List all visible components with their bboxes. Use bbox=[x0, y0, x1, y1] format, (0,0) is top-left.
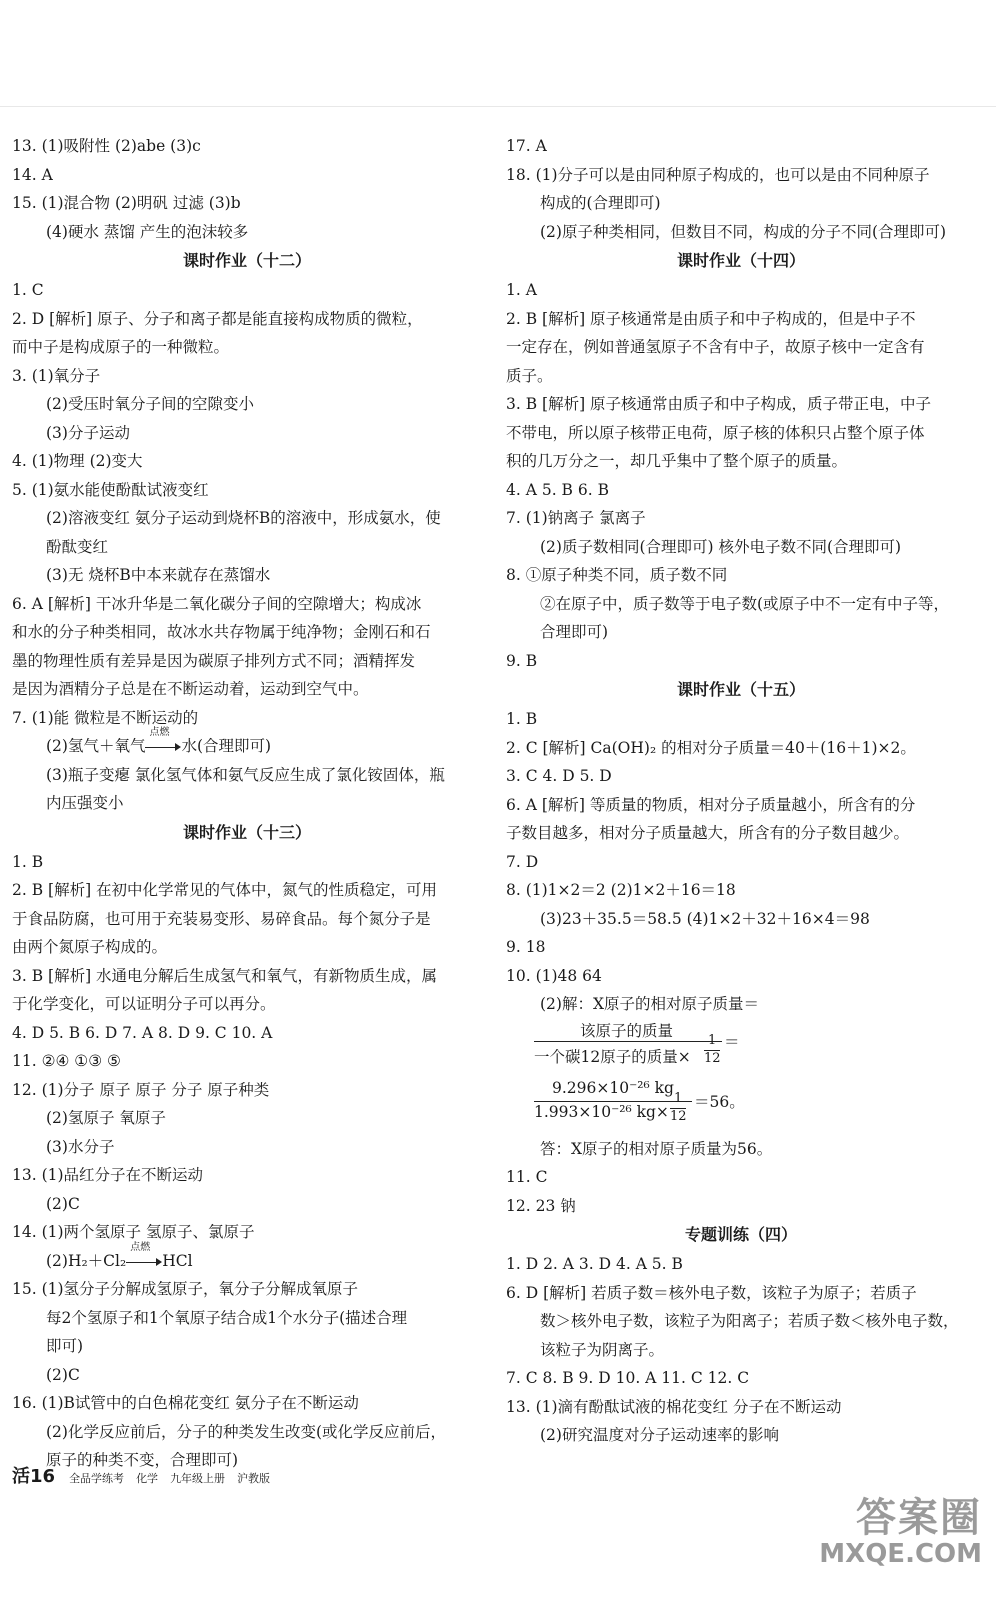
arrow-head-icon bbox=[156, 1258, 162, 1266]
answer-line: 子数目越多，相对分子质量越大，所含有的分子数目越少。 bbox=[506, 824, 910, 842]
answer-line: 内压强变小 bbox=[46, 794, 124, 812]
answer-line: 7. (1)能 微粒是不断运动的 bbox=[12, 708, 199, 727]
equation-reactants: (2)氢气＋氧气 bbox=[46, 737, 146, 755]
arrow-line bbox=[126, 1262, 158, 1263]
fraction-formula-1 bbox=[506, 1019, 976, 1077]
answer-line: (2)质子数相同(合理即可) 核外电子数不同(合理即可) bbox=[540, 537, 902, 556]
answer-line: (2)化学反应前后，分子的种类发生改变(或化学反应前后， bbox=[46, 1422, 447, 1441]
answer-line: 1. A bbox=[506, 281, 537, 299]
answer-line: (2)研究温度对分子运动速率的影响 bbox=[540, 1426, 779, 1444]
answer-line: 6. A [解析] 等质量的物质，相对分子质量越小，所含有的分 bbox=[506, 795, 916, 814]
answer-line: 原子的种类不变，合理即可) bbox=[46, 1451, 239, 1469]
answer-line: 2. B [解析] 在初中化学常见的气体中，氮气的性质稳定，可用 bbox=[12, 881, 438, 899]
section-title-12: 课时作业（十二） bbox=[182, 251, 311, 270]
reaction-condition: 点燃 bbox=[149, 727, 170, 738]
answer-line: (3)分子运动 bbox=[46, 423, 130, 442]
section-title-14: 课时作业（十四） bbox=[676, 251, 805, 270]
answer-line: 17. A bbox=[506, 137, 547, 155]
answer-line: 5. (1)氨水能使酚酞试液变红 bbox=[12, 480, 209, 499]
answer-line: 18. (1)分子可以是由同种原子构成的，也可以是由不同种原子 bbox=[506, 165, 930, 184]
answer-line: 1. D 2. A 3. D 4. A 5. B bbox=[506, 1255, 683, 1273]
answer-line: 3. C 4. D 5. D bbox=[506, 767, 612, 785]
edition: 沪教版 bbox=[237, 1472, 271, 1485]
page-footer bbox=[12, 1462, 282, 1488]
answer-line: 一定存在，例如普通氢原子不含有中子，故原子核中一定含有 bbox=[506, 338, 925, 356]
answer-line: 16. (1)B试管中的白色棉花变红 氨分子在不断运动 bbox=[12, 1394, 359, 1412]
small-fraction-den: 12 bbox=[704, 1050, 721, 1066]
reaction-condition: 点燃 bbox=[130, 1241, 151, 1253]
answer-line: 于食品防腐，也可用于充装易变形、易碎食品。每个氮分子是 bbox=[12, 909, 431, 928]
fraction-numerator: 该原子的质量 bbox=[580, 1021, 674, 1040]
answer-line: 9. B bbox=[506, 651, 538, 670]
answer-line: 7. C 8. B 9. D 10. A 11. C 12. C bbox=[506, 1369, 750, 1387]
fraction-formula-2 bbox=[506, 1077, 976, 1135]
answer-line: 2. B [解析] 原子核通常是由质子和中子构成的，但是中子不 bbox=[506, 309, 916, 328]
answer-line: 和水的分子种类相同，故冰水共存物属于纯净物；金刚石和石 bbox=[12, 623, 431, 641]
answer-line: 14. (1)两个氢原子 氢原子、氯原子 bbox=[12, 1223, 255, 1241]
right-column bbox=[506, 132, 976, 1450]
answer-line: 13. (1)滴有酚酞试液的棉花变红 分子在不断运动 bbox=[506, 1397, 842, 1416]
answer-line: 3. (1)氧分子 bbox=[12, 366, 101, 385]
answer-line: 质子。 bbox=[506, 366, 553, 385]
answer-line: (2)受压时氧分子间的空隙变小 bbox=[46, 395, 254, 413]
answer-line: 8. (1)1×2＝2 (2)1×2＋16＝18 bbox=[506, 881, 736, 899]
answer-line: 9. 18 bbox=[506, 938, 546, 956]
answer-line: 合理即可) bbox=[540, 623, 609, 641]
answer-line: 10. (1)48 64 bbox=[506, 966, 602, 985]
answer-line: 12. 23 钠 bbox=[506, 1196, 576, 1215]
result-text: ＝56。 bbox=[694, 1092, 745, 1111]
answer-line: 不带电，所以原子核带正电荷，原子核的体积只占整个原子体 bbox=[506, 423, 925, 442]
small-fraction-num: 1 bbox=[708, 1032, 717, 1048]
answer-line: (2)C bbox=[46, 1194, 80, 1213]
watermark-cn: 答案圈 bbox=[856, 1495, 982, 1541]
small-fraction-num: 1 bbox=[674, 1090, 683, 1106]
answer-line: 6. D [解析] 若质子数＝核外电子数，该粒子为原子；若质子 bbox=[506, 1283, 917, 1302]
answer-line: 11. C bbox=[506, 1168, 548, 1186]
arrow-head-icon bbox=[175, 743, 181, 751]
answer-line: 3. B [解析] 水通电分解后生成氢气和氧气，有新物质生成，属 bbox=[12, 966, 438, 985]
answer-line: 15. (1)氢分子分解成氢原子，氧分子分解成氧原子 bbox=[12, 1280, 359, 1298]
arrow-line bbox=[145, 747, 177, 748]
answer-line: (2)C bbox=[46, 1365, 80, 1384]
section-title-15: 课时作业（十五） bbox=[676, 680, 805, 699]
answer-line: ②在原子中，质子数等于电子数(或原子中不一定有中子等， bbox=[540, 594, 950, 613]
equation-products: 水(合理即可) bbox=[181, 737, 272, 755]
answer-line: 1. C bbox=[12, 281, 44, 299]
small-fraction-den: 12 bbox=[670, 1108, 687, 1124]
answer-line: 6. A [解析] 干冰升华是二氧化碳分子间的空隙增大；构成冰 bbox=[12, 594, 422, 613]
answer-line: 积的几万分之一，却几乎集中了整个原子的质量。 bbox=[506, 452, 848, 470]
fraction-numerator: 9.296×10⁻²⁶ kg bbox=[552, 1078, 674, 1097]
answer-line: 8. ①原子种类不同，质子数不同 bbox=[506, 566, 728, 584]
answer-line: 2. D [解析] 原子、分子和离子都是能直接构成物质的微粒， bbox=[12, 309, 423, 328]
answer-line: 11. ②④ ①③ ⑤ bbox=[12, 1052, 121, 1070]
answer-line: 该粒子为阴离子。 bbox=[540, 1340, 665, 1359]
top-rule bbox=[0, 106, 996, 107]
watermark-en: MXQE.COM bbox=[819, 1539, 982, 1569]
answer-line: 7. D bbox=[506, 852, 539, 871]
answer-line: 数＞核外电子数，该粒子为阳离子；若质子数＜核外电子数， bbox=[540, 1312, 959, 1330]
answer-line: 墨的物理性质有差异是因为碳原子排列方式不同；酒精挥发 bbox=[12, 651, 416, 670]
answer-line: 即可) bbox=[46, 1337, 84, 1355]
equals-sign: ＝ bbox=[724, 1032, 740, 1051]
fraction-denominator: 一个碳12原子的质量× bbox=[534, 1047, 691, 1066]
answer-line: 3. B [解析] 原子核通常由质子和中子构成，质子带正电，中子 bbox=[506, 395, 932, 413]
fraction-bar bbox=[534, 1101, 692, 1102]
subject: 化学 bbox=[136, 1472, 159, 1485]
reaction-arrow bbox=[145, 727, 181, 754]
left-column bbox=[12, 132, 482, 1475]
section-title-special-4: 专题训练（四） bbox=[684, 1225, 797, 1244]
book-title: 全品学练考 bbox=[69, 1472, 125, 1485]
answer-line: 4. D 5. B 6. D 7. A 8. D 9. C 10. A bbox=[12, 1023, 273, 1042]
equation-line bbox=[12, 727, 482, 761]
page-number: 活16 bbox=[12, 1466, 56, 1487]
fraction-denominator: 1.993×10⁻²⁶ kg× bbox=[534, 1102, 669, 1121]
answer-line: 1. B bbox=[12, 852, 44, 871]
answer-line: 答：X原子的相对原子质量为56。 bbox=[540, 1139, 773, 1158]
answer-line: 12. (1)分子 原子 原子 分子 原子种类 bbox=[12, 1080, 270, 1099]
answer-line: (3)23＋35.5＝58.5 (4)1×2＋32＋16×4＝98 bbox=[540, 909, 870, 928]
answer-line: 7. (1)钠离子 氯离子 bbox=[506, 509, 646, 527]
answer-line: 酚酞变红 bbox=[46, 537, 109, 556]
grade: 九年级上册 bbox=[170, 1472, 226, 1485]
equation-reactants: (2)H₂＋Cl₂ bbox=[46, 1251, 127, 1270]
answer-line: (4)硬水 蒸馏 产生的泡沫较多 bbox=[46, 222, 249, 241]
answer-line: 1. B bbox=[506, 710, 538, 728]
answer-line: 4. (1)物理 (2)变大 bbox=[12, 452, 143, 470]
answer-line: (3)无 烧杯B中本来就存在蒸馏水 bbox=[46, 566, 271, 584]
answer-line: (3)瓶子变瘪 氯化氢气体和氨气反应生成了氯化铵固体，瓶 bbox=[46, 765, 445, 784]
answer-line: 13. (1)品红分子在不断运动 bbox=[12, 1166, 204, 1184]
reaction-arrow bbox=[126, 1241, 162, 1269]
answer-line: 2. C [解析] Ca(OH)₂ 的相对分子质量＝40＋(16＋1)×2。 bbox=[506, 738, 916, 757]
answer-line: 4. A 5. B 6. B bbox=[506, 480, 609, 499]
answer-line: 15. (1)混合物 (2)明矾 过滤 (3)b bbox=[12, 194, 241, 212]
answer-line: (2)解：X原子的相对原子质量＝ bbox=[540, 995, 759, 1013]
answer-line: 由两个氮原子构成的。 bbox=[12, 938, 168, 956]
answer-line: (3)水分子 bbox=[46, 1137, 115, 1156]
answer-line: (2)溶液变红 氨分子运动到烧杯B的溶液中，形成氨水，使 bbox=[46, 509, 441, 527]
answer-line: 每2个氢原子和1个氧原子结合成1个水分子(描述合理 bbox=[46, 1308, 408, 1327]
answer-line: 于化学变化，可以证明分子可以再分。 bbox=[12, 995, 276, 1013]
answer-line: 是因为酒精分子总是在不断运动着，运动到空气中。 bbox=[12, 680, 369, 698]
answer-line: 而中子是构成原子的一种微粒。 bbox=[12, 338, 230, 356]
answer-line: 13. (1)吸附性 (2)abe (3)c bbox=[12, 137, 201, 155]
answer-line: (2)原子种类相同，但数目不同，构成的分子不同(合理即可) bbox=[540, 222, 947, 241]
fraction-bar bbox=[534, 1041, 722, 1042]
watermark-logo bbox=[819, 1496, 982, 1568]
answer-line: (2)氢原子 氧原子 bbox=[46, 1109, 166, 1127]
answer-line: 14. A bbox=[12, 165, 53, 184]
section-title-13: 课时作业（十三） bbox=[182, 822, 311, 842]
answer-line: 构成的(合理即可) bbox=[540, 194, 661, 212]
equation-products: HCl bbox=[162, 1251, 193, 1270]
equation-line bbox=[12, 1241, 482, 1276]
